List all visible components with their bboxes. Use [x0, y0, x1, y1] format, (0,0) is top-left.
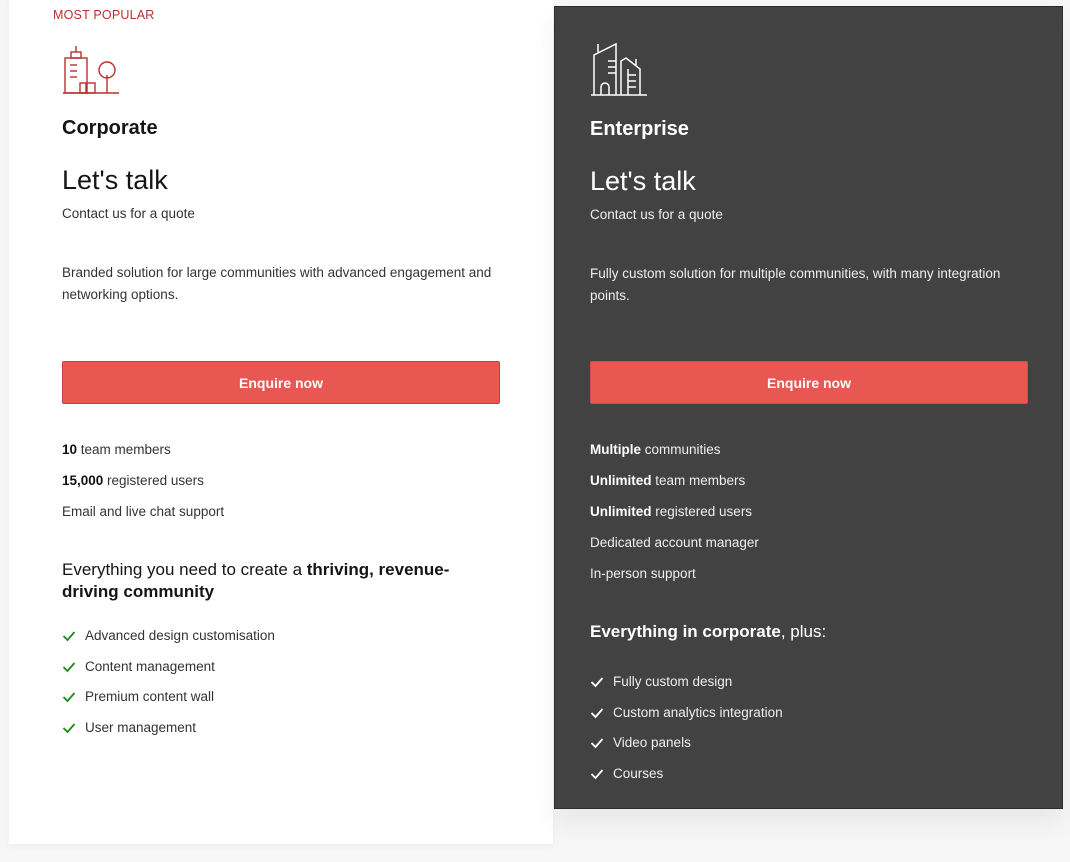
features-heading [62, 559, 502, 603]
check-icon [62, 630, 76, 642]
limit-item [590, 502, 759, 533]
feature-item [62, 652, 275, 683]
feature-item [590, 759, 783, 790]
check-icon [62, 722, 76, 734]
office-building-tree-icon [62, 44, 122, 98]
limit-label: registered users [103, 473, 204, 488]
feature-label: Custom analytics integration [613, 704, 783, 720]
features-list [62, 621, 275, 743]
plan-name: Corporate [62, 117, 158, 139]
feature-label: Advanced design customisation [85, 628, 275, 644]
limit-value: 15,000 [62, 473, 104, 488]
features-heading-text: Everything you need to create a [62, 560, 307, 579]
check-icon [590, 707, 604, 719]
limit-item [62, 471, 224, 502]
check-icon [590, 676, 604, 688]
limit-item [590, 440, 759, 471]
limit-label: Email and live chat support [62, 504, 225, 519]
check-icon [590, 737, 604, 749]
feature-item [590, 728, 783, 759]
feature-label: Video panels [613, 735, 691, 751]
limit-item [590, 564, 759, 595]
limit-label: Dedicated account manager [590, 535, 759, 550]
pricing-card-enterprise [554, 6, 1063, 809]
plan-limits-list [62, 440, 224, 533]
feature-label: Premium content wall [85, 689, 215, 705]
skyscrapers-icon [590, 41, 650, 99]
features-heading [590, 621, 1050, 643]
plan-description: Branded solution for large communities with advanced engagement and networking options. [62, 265, 492, 302]
limit-value: 10 [62, 442, 78, 457]
limit-label: communities [641, 442, 721, 457]
check-icon [590, 768, 604, 780]
feature-item [590, 667, 783, 698]
feature-item [62, 682, 275, 713]
limit-label: team members [651, 473, 746, 488]
features-list [590, 667, 783, 789]
limit-item [62, 502, 224, 533]
check-icon [62, 661, 76, 673]
limit-label: team members [77, 442, 171, 457]
limit-item [62, 440, 224, 471]
features-heading-text: , plus: [780, 622, 827, 641]
plan-price-subtitle: Contact us for a quote [590, 207, 723, 222]
limit-value: Unlimited [590, 504, 652, 519]
plan-price: Let's talk [590, 166, 696, 196]
plan-description: Fully custom solution for multiple communities, with many integration points. [590, 266, 1001, 303]
plan-limits-list [590, 440, 759, 595]
feature-label: Fully custom design [613, 674, 733, 690]
limit-label: registered users [651, 504, 753, 519]
feature-label: User management [85, 719, 197, 735]
limit-value: Multiple [590, 442, 641, 457]
plan-price: Let's talk [62, 165, 168, 195]
feature-item [62, 621, 275, 652]
check-icon [62, 691, 76, 703]
limit-label: In-person support [590, 566, 696, 581]
features-heading-bold: Everything in corporate [590, 622, 781, 641]
most-popular-badge: MOST POPULAR [53, 8, 155, 22]
limit-item [590, 471, 759, 502]
feature-item [590, 698, 783, 729]
limit-value: Unlimited [590, 473, 652, 488]
pricing-card-corporate [9, 0, 553, 844]
limit-item [590, 533, 759, 564]
feature-label: Content management [85, 658, 215, 674]
features-heading-bold: thriving, revenue-driving community [62, 560, 450, 601]
feature-label: Courses [613, 765, 664, 781]
plan-price-subtitle: Contact us for a quote [62, 206, 195, 221]
plan-name: Enterprise [590, 118, 689, 140]
feature-item [62, 713, 275, 744]
enquire-now-button[interactable]: Enquire now [590, 361, 1028, 404]
enquire-now-button[interactable]: Enquire now [62, 361, 500, 404]
